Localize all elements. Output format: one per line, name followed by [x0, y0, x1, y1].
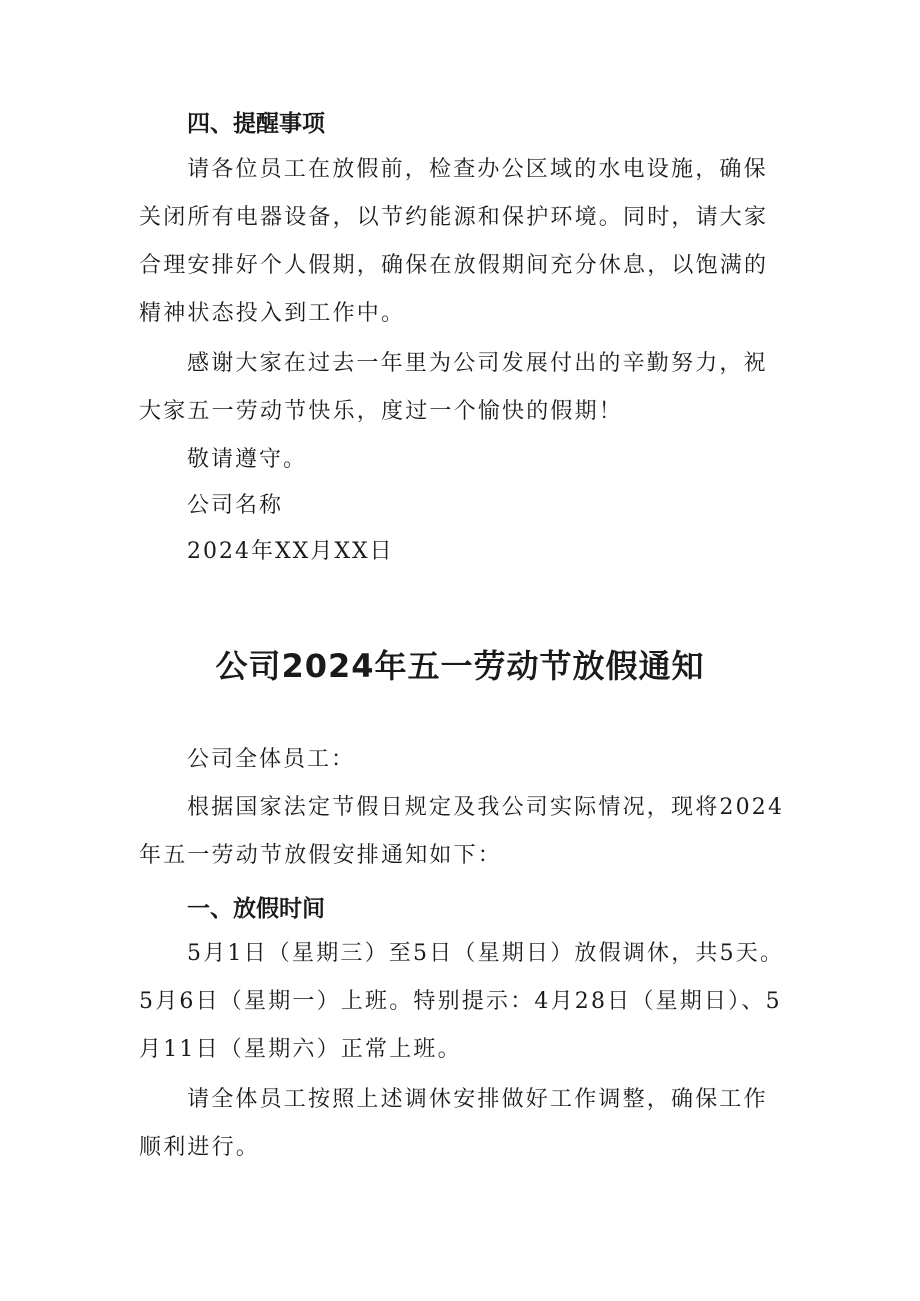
- signature-date: 2024年XX月XX日: [187, 539, 394, 564]
- section-heading-holiday-time: 一、放假时间: [187, 896, 325, 922]
- holiday-schedule-paragraph: 5月1日（星期三）至5日（星期日）放假调休，共5天。5月6日（星期一）上班。特别提示：4月28日（星期日）、5月11日（星期六）正常上班。: [139, 941, 785, 1062]
- company-name: 公司名称: [187, 493, 284, 518]
- reminder-paragraph: 请各位员工在放假前，检查办公区域的水电设施，确保关闭所有电器设备，以节约能源和保护环境。同时，请大家合理安排好个人假期，确保在放假期间充分休息，以饱满的精神状态投入到工作中。: [139, 157, 769, 326]
- closing-text: 敬请遵守。: [187, 447, 308, 472]
- salutation: 公司全体员工：: [187, 747, 356, 772]
- intro-paragraph: 根据国家法定节假日规定及我公司实际情况，现将2024年五一劳动节放假安排通知如下：: [139, 795, 785, 868]
- adjustment-paragraph: 请全体员工按照上述调休安排做好工作调整，确保工作顺利进行。: [139, 1087, 768, 1160]
- thanks-paragraph: 感谢大家在过去一年里为公司发展付出的辛勤努力，祝大家五一劳动节快乐，度过一个愉快的假期！: [139, 351, 768, 424]
- notice-title: 公司2024年五一劳动节放假通知: [215, 647, 705, 685]
- section-heading-reminders: 四、提醒事项: [187, 111, 325, 137]
